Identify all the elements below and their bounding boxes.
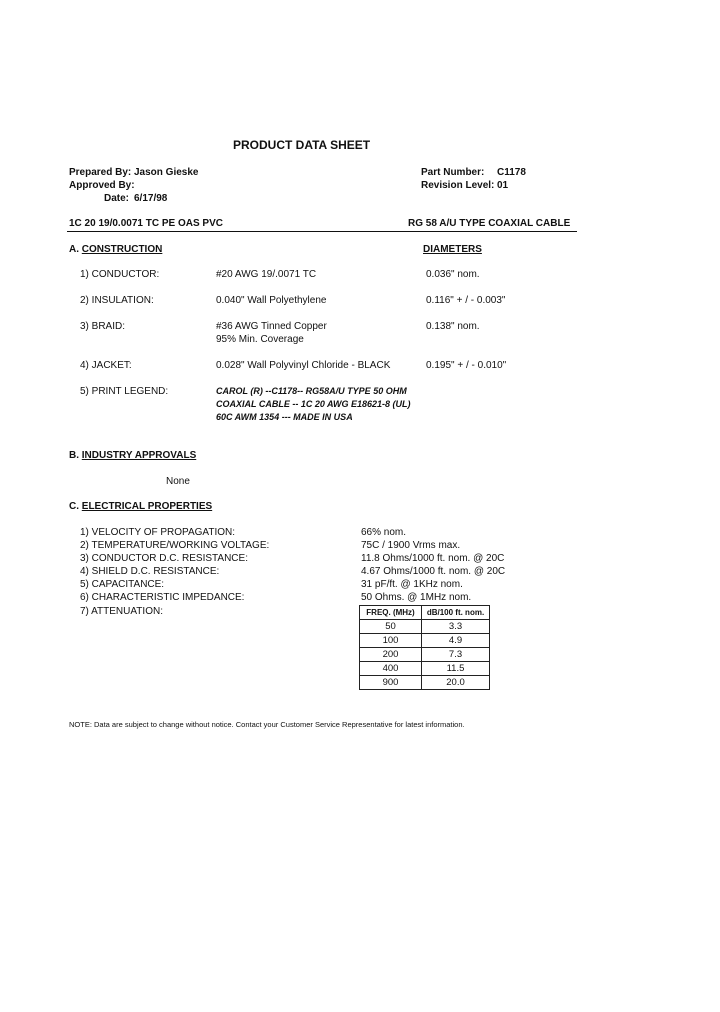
insulation-diameter: 0.116" + / - 0.003" [426,295,506,306]
electrical-heading [69,501,212,512]
table-cell: 200 [360,648,422,662]
spec-line-divider [67,231,577,232]
spec-line-right: RG 58 A/U TYPE COAXIAL CABLE [408,218,571,229]
impedance-label: 6) CHARACTERISTIC IMPEDANCE: [80,592,245,603]
spec-line-left: 1C 20 19/0.0071 TC PE OAS PVC [69,218,223,229]
braid-desc: #36 AWG Tinned Copper [216,321,327,332]
table-row [360,648,490,662]
shield-resistance-label: 4) SHIELD D.C. RESISTANCE: [80,566,220,577]
construction-heading [69,244,162,255]
capacitance-label: 5) CAPACITANCE: [80,579,165,590]
table-cell: 7.3 [422,648,490,662]
footer-note: NOTE: Data are subject to change without notice. Contact your Customer Service Representative for latest information. [69,720,465,729]
table-cell: 400 [360,662,422,676]
part-number-label: Part Number: [421,167,485,178]
approvals-title: INDUSTRY APPROVALS [81,450,197,461]
conductor-resistance-value: 11.8 Ohms/1000 ft. nom. @ 20C [361,553,505,564]
table-row [360,634,490,648]
jacket-diameter: 0.195" + / - 0.010" [426,360,507,371]
jacket-label: 4) JACKET: [80,360,132,371]
approved-by-label: Approved By: [69,180,135,191]
diameters-heading: DIAMETERS [423,244,482,255]
electrical-prefix: C. [69,501,79,512]
print-legend-line: CAROL (R) --C1178-- RG58A/U TYPE 50 OHM [216,386,407,396]
table-cell: 900 [360,676,422,690]
table-cell: 50 [360,620,422,634]
insulation-label: 2) INSULATION: [80,295,154,306]
table-cell: 11.5 [422,662,490,676]
date-value: 6/17/98 [134,193,168,204]
construction-title: CONSTRUCTION [81,244,163,255]
construction-prefix: A. [69,244,79,255]
part-number-value: C1178 [497,167,526,178]
shield-resistance-value: 4.67 Ohms/1000 ft. nom. @ 20C [361,566,506,577]
attenuation-label: 7) ATTENUATION: [80,606,163,617]
table-row [360,676,490,690]
print-legend-line: COAXIAL CABLE -- 1C 20 AWG E18621-8 (UL) [216,399,411,409]
revision-level-value: 01 [497,180,509,191]
temperature-voltage-label: 2) TEMPERATURE/WORKING VOLTAGE: [80,540,270,551]
table-row [360,662,490,676]
conductor-desc: #20 AWG 19/.0071 TC [216,269,317,280]
braid-label: 3) BRAID: [80,321,126,332]
print-legend-label: 5) PRINT LEGEND: [80,386,169,397]
page-title: PRODUCT DATA SHEET [233,138,371,152]
electrical-title: ELECTRICAL PROPERTIES [81,501,213,512]
date-label: Date: [104,193,130,204]
insulation-desc: 0.040" Wall Polyethylene [216,295,327,306]
conductor-label: 1) CONDUCTOR: [80,269,160,280]
attenuation-table [359,605,490,690]
prepared-by-label: Prepared By: [69,167,132,178]
braid-diameter: 0.138" nom. [426,321,480,332]
velocity-label: 1) VELOCITY OF PROPAGATION: [80,527,236,538]
velocity-value: 66% nom. [361,527,407,538]
conductor-diameter: 0.036" nom. [426,269,480,280]
table-header-cell: FREQ. (MHz) [360,606,422,620]
capacitance-value: 31 pF/ft. @ 1KHz nom. [361,579,463,590]
approvals-prefix: B. [69,450,79,461]
impedance-value: 50 Ohms. @ 1MHz nom. [361,592,472,603]
table-cell: 4.9 [422,634,490,648]
temperature-voltage-value: 75C / 1900 Vrms max. [361,540,461,551]
jacket-desc: 0.028" Wall Polyvinyl Chloride - BLACK [216,360,391,371]
approvals-heading [69,450,196,461]
table-cell: 3.3 [422,620,490,634]
revision-level-label: Revision Level: [421,180,495,191]
print-legend-line: 60C AWM 1354 --- MADE IN USA [216,412,353,422]
approvals-value: None [166,476,190,487]
conductor-resistance-label: 3) CONDUCTOR D.C. RESISTANCE: [80,553,248,564]
table-header-cell: dB/100 ft. nom. [422,606,490,620]
table-row [360,620,490,634]
prepared-by-value: Jason Gieske [134,167,199,178]
braid-desc-2: 95% Min. Coverage [216,334,304,345]
table-cell: 100 [360,634,422,648]
table-header-row [360,606,490,620]
table-cell: 20.0 [422,676,490,690]
